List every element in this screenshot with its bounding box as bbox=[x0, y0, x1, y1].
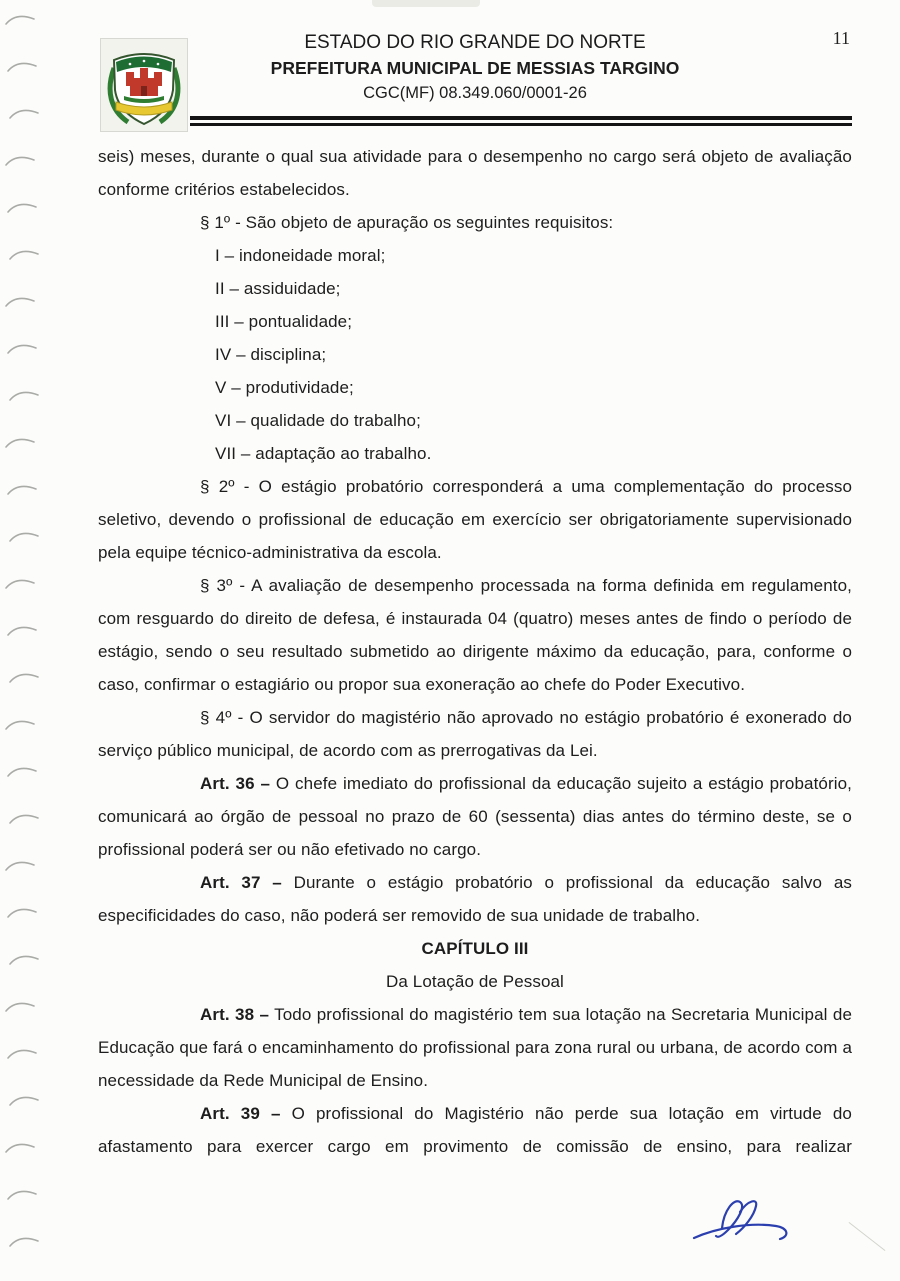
scan-smudge bbox=[372, 0, 480, 7]
article-number-bold: Art. 38 – bbox=[200, 1005, 270, 1024]
paragraph-section-2: § 2º - O estágio probatório corresponderá a uma complementação do processo seletivo, devendo o profissional de educação em exercício ser obrigatoriamente supervisionado pela equipe técnico-administrativa da escola. bbox=[98, 477, 852, 562]
article-number-bold: Art. 36 – bbox=[200, 774, 271, 793]
header-divider-rule bbox=[190, 116, 852, 126]
page-number: 11 bbox=[832, 28, 850, 48]
header-municipality-title: PREFEITURA MUNICIPAL DE MESSIAS TARGINO bbox=[270, 58, 680, 78]
list-item: III – pontualidade; bbox=[215, 312, 353, 331]
signature bbox=[688, 1196, 804, 1246]
header-state-title: ESTADO DO RIO GRANDE DO NORTE bbox=[304, 32, 646, 53]
article-38-paragraph bbox=[98, 998, 852, 1097]
continuation-paragraph: seis) meses, durante o qual sua atividade para o desempenho no cargo será objeto de avaliação conforme critérios estabelecidos. bbox=[98, 147, 852, 199]
article-36-paragraph bbox=[98, 767, 852, 866]
list-item: V – produtividade; bbox=[215, 378, 354, 397]
chapter-heading: CAPÍTULO III bbox=[421, 939, 529, 958]
article-text: O profissional do Magistério não perde sua lotação em virtude do afastamento para exercer cargo em provimento de comissão de ensino, para realizar bbox=[98, 1104, 852, 1156]
article-text: Todo profissional do magistério tem sua lotação na Secretaria Municipal de Educação que fará o encaminhamento do profissional para zona rural ou urbana, de acordo com a necessidade da Rede Municipal de Ensino. bbox=[98, 1005, 853, 1090]
header-cgc-number: CGC(MF) 08.349.060/0001-26 bbox=[363, 84, 587, 102]
spiral-binding-marks bbox=[0, 0, 52, 1281]
scan-crease bbox=[849, 1222, 886, 1251]
paragraph-section-3: § 3º - A avaliação de desempenho processada na forma definida em regulamento, com resguardo do direito de defesa, é instaurada 04 (quatro) meses antes de findo o período de estágio, sendo o seu resultado submetido ao dirigente máximo da educação, para, conforme o caso, confirmar o estagiário ou propor sua exoneração ao chefe do Poder Executivo. bbox=[98, 576, 852, 694]
paragraph-section-4: § 4º - O servidor do magistério não aprovado no estágio probatório é exonerado do serviço público municipal, de acordo com as prerrogativas da Lei. bbox=[98, 708, 852, 760]
article-37-paragraph bbox=[98, 866, 852, 932]
article-number-bold: Art. 37 – bbox=[200, 873, 282, 892]
list-item: VII – adaptação ao trabalho. bbox=[215, 444, 432, 463]
article-text: Durante o estágio probatório o profissional da educação salvo as especificidades do caso, não poderá ser removido de sua unidade de trabalho. bbox=[98, 873, 852, 925]
list-item: VI – qualidade do trabalho; bbox=[215, 411, 421, 430]
list-item: II – assiduidade; bbox=[215, 279, 341, 298]
article-text: O chefe imediato do profissional da educação sujeito a estágio probatório, comunicará ao órgão de pessoal no prazo de 60 (sessenta) dias antes do término deste, se o profissional poderá ser ou não efetivado no cargo. bbox=[98, 774, 852, 859]
article-39-paragraph bbox=[98, 1097, 852, 1163]
document-body bbox=[98, 140, 852, 1163]
paragraph-section-1: § 1º - São objeto de apuração os seguintes requisitos: bbox=[200, 213, 614, 232]
chapter-subheading: Da Lotação de Pessoal bbox=[386, 972, 564, 991]
list-item: I – indoneidade moral; bbox=[215, 246, 386, 265]
list-item: IV – disciplina; bbox=[215, 345, 327, 364]
article-number-bold: Art. 39 – bbox=[200, 1104, 281, 1123]
document-header bbox=[98, 32, 852, 103]
